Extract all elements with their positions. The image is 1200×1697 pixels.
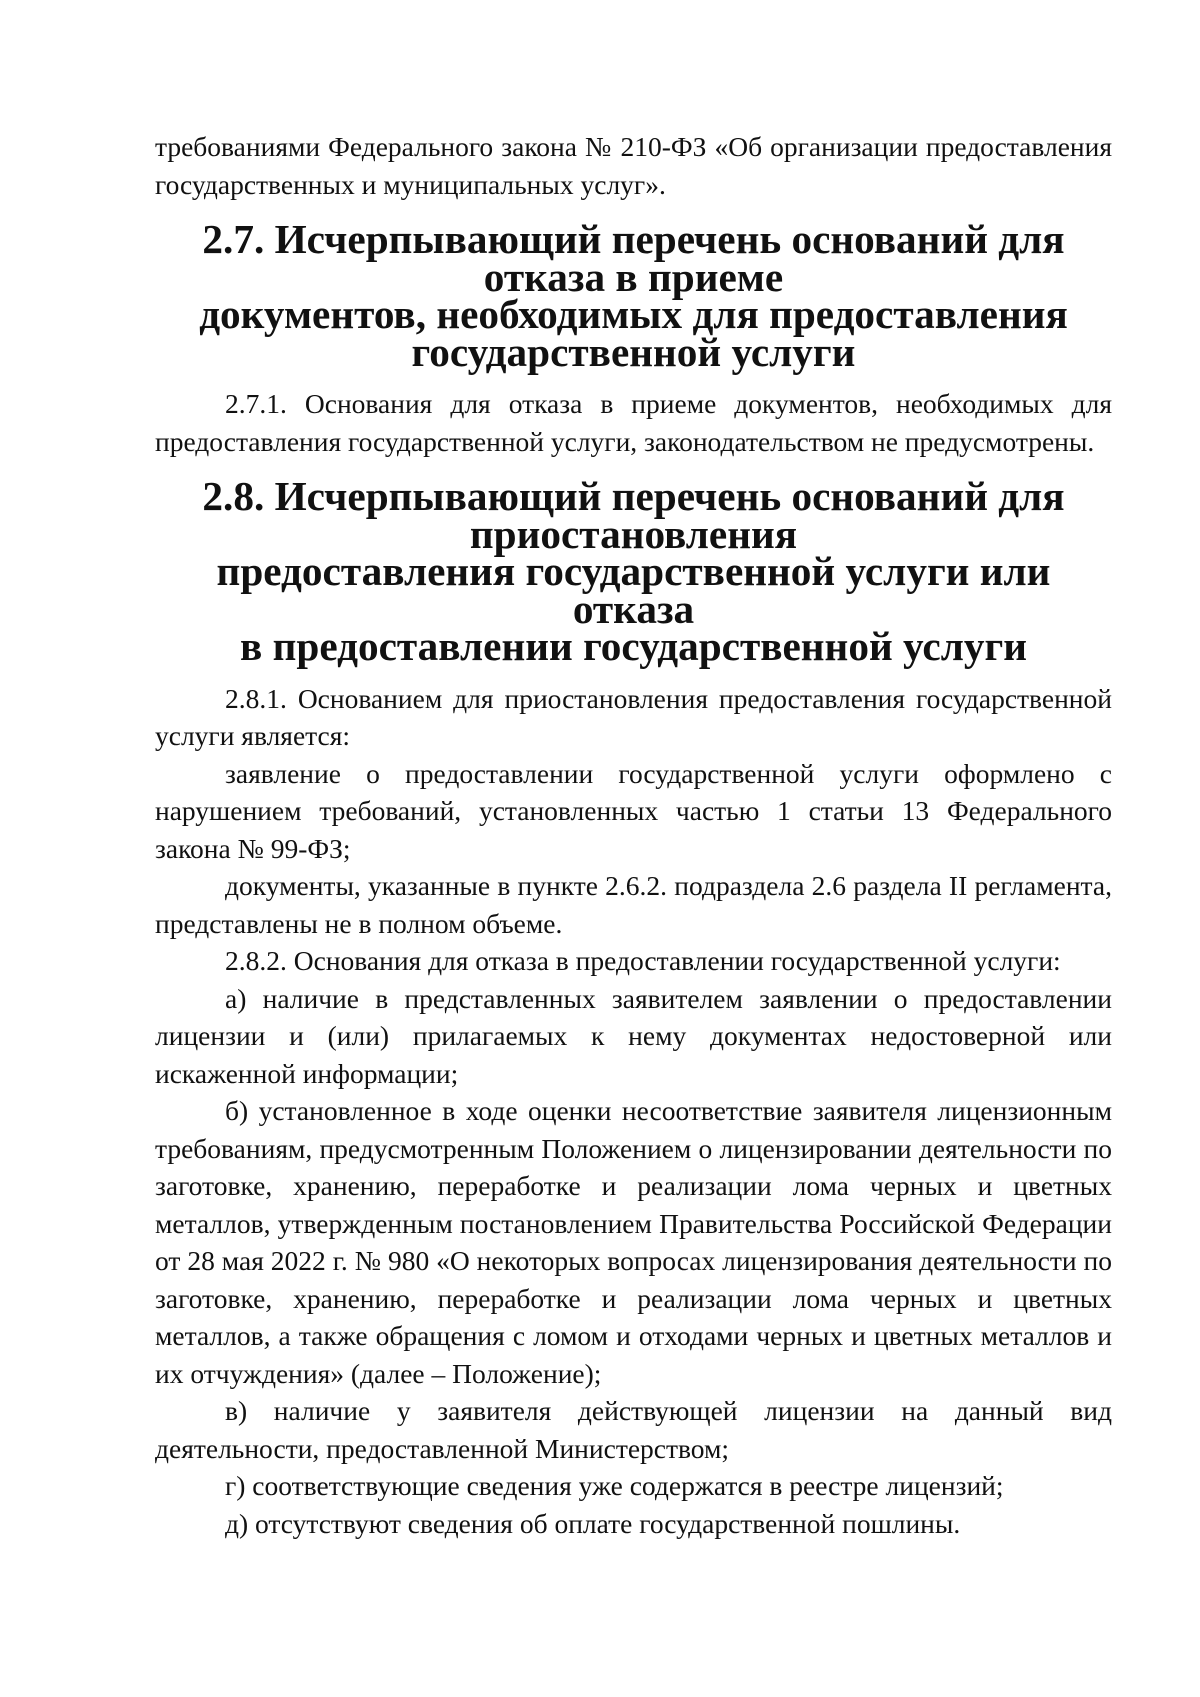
- section-2-7-heading-line-3: государственной услуги: [411, 328, 856, 375]
- list-item-g: г) соответствующие сведения уже содержатся в реестре лицензий;: [225, 1470, 1004, 1501]
- paragraph-2-8-1-ground-2: документы, указанные в пункте 2.6.2. подраздела 2.6 раздела II регламента, представлены не в полном объеме.: [155, 870, 1112, 939]
- section-2-8-heading-line-3: в предоставлении государственной услуги: [240, 623, 1027, 669]
- list-item-v: в) наличие у заявителя действующей лицензии на данный вид деятельности, предоставленной Министерством;: [155, 1395, 1112, 1464]
- section-2-8-heading-line-1: 2.8. Исчерпывающий перечень оснований для приостановления: [202, 473, 1065, 557]
- list-item-a: а) наличие в представленных заявителем заявлении о предоставлении лицензии и (или) прилагаемых к нему документах недостоверной или искаженной информации;: [155, 982, 1112, 1089]
- intro-paragraph: требованиями Федерального закона № 210-ФЗ «Об организации предоставления государственных и муниципальных услуг».: [155, 131, 1112, 200]
- document-page: [155, 128, 1112, 1542]
- paragraph-2-8-1-ground-1: заявление о предоставлении государственной услуги оформлено с нарушением требований, установленных частью 1 статьи 13 Федерального закона № 99-ФЗ;: [155, 757, 1112, 864]
- section-2-8-heading-line-2: предоставления государственной услуги или отказа: [216, 548, 1051, 632]
- paragraph-2-8-1: 2.8.1. Основанием для приостановления предоставления государственной услуги является:: [155, 682, 1112, 751]
- paragraph-2-7-1: 2.7.1. Основания для отказа в приеме документов, необходимых для предоставления государственной услуги, законодательством не предусмотрены.: [155, 388, 1112, 457]
- section-2-8-heading: [155, 473, 1112, 669]
- paragraph-2-8-2: 2.8.2. Основания для отказа в предоставлении государственной услуги:: [225, 945, 1061, 976]
- section-2-7-heading-line-2: документов, необходимых для предоставления: [199, 291, 1068, 337]
- list-item-d: д) отсутствуют сведения об оплате государственной пошлины.: [225, 1507, 961, 1539]
- section-2-7-heading-line-1: 2.7. Исчерпывающий перечень оснований для отказа в приеме: [202, 216, 1065, 300]
- section-2-7-heading: [155, 216, 1112, 375]
- list-item-b: б) установленное в ходе оценки несоответствие заявителя лицензионным требованиям, предусмотренным Положением о лицензировании деятельности по заготовке, хранению, переработке и реализации лома черных и цветных металлов, утвержденным постановлением Правительства Российской Федерации от 28 мая 2022 г. № 980 «О некоторых вопросах лицензирования деятельности по заготовке, хранению, переработке и реализации лома черных и цветных металлов, а также обращения с ломом и отходами черных и цветных металлов и их отчуждения» (далее – Положение);: [155, 1095, 1112, 1389]
